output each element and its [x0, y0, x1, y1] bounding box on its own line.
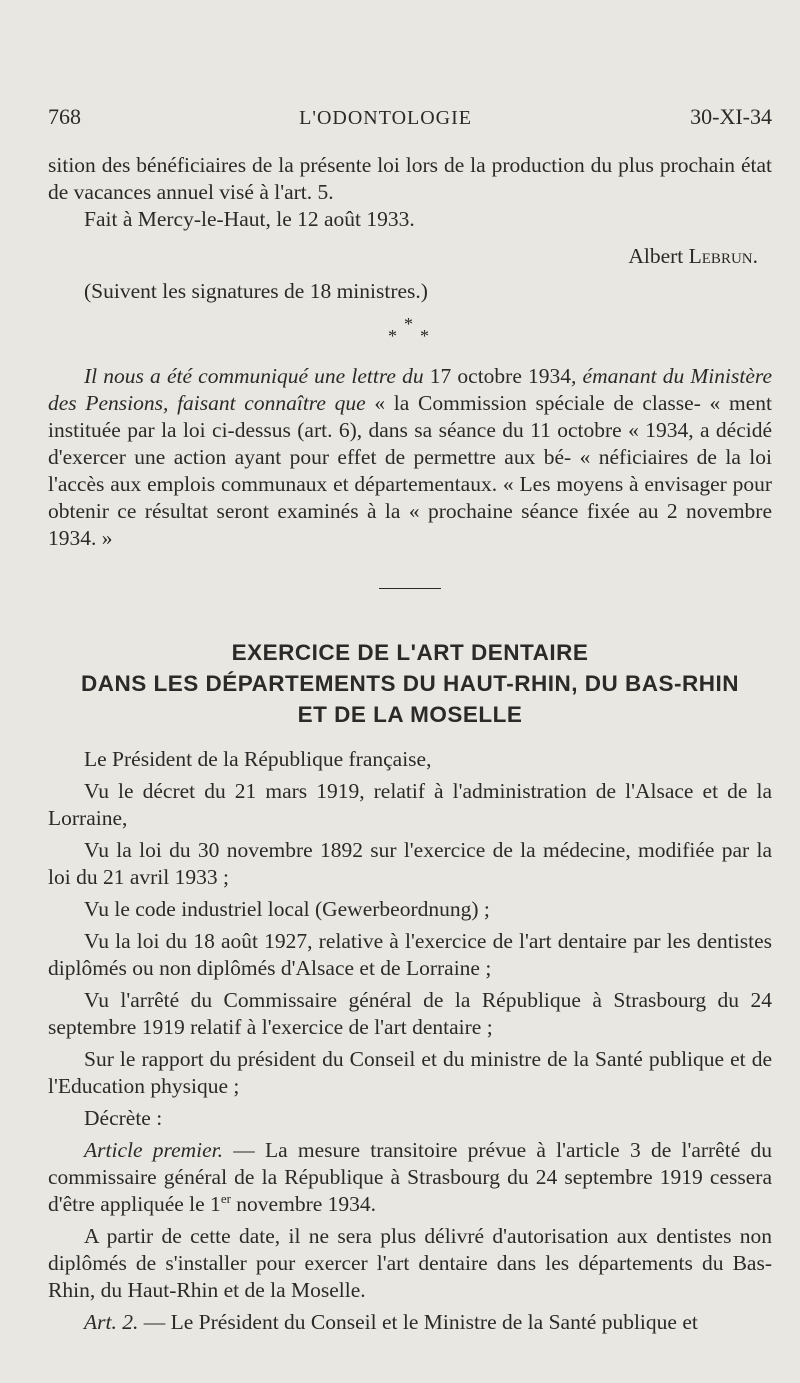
asterism-divider — [48, 311, 772, 353]
page-body — [48, 152, 772, 1336]
decree-vu-2: Vu la loi du 30 novembre 1892 sur l'exercice de la médecine, modifiée par la loi du 21 avril 1933 ; — [48, 838, 772, 889]
article-1-text: — La mesure transitoire prévue à l'article 3 de l'arrêté du commissaire général de la République à Strasbourg du 24 septembre 1919 cessera d'être appliquée le 1 — [48, 1138, 772, 1216]
ordinal-superscript: er — [220, 1190, 231, 1206]
section-rule — [379, 588, 441, 589]
issue-date: 30-XI-34 — [690, 104, 772, 129]
asterisk: * — [388, 326, 397, 346]
article-1 — [48, 1137, 772, 1218]
decree-president: Le Président de la République française, — [84, 747, 432, 771]
page-number: 768 — [48, 104, 81, 129]
section-heading — [48, 637, 772, 730]
heading-line-3: ET DE LA MOSELLE — [297, 702, 523, 727]
journal-title: L'ODONTOLOGIE — [299, 107, 472, 129]
decree-text — [48, 746, 772, 1336]
communique-intro-cont: , émanant du Ministère des Pensions, faisant connaître que — [48, 364, 773, 415]
communique-date: 17 octobre 1934 — [429, 364, 572, 388]
asterisk: * — [420, 326, 429, 346]
heading-line-2: DANS LES DÉPARTEMENTS DU HAUT-RHIN, DU BAS-RHIN — [80, 671, 740, 696]
signature-line — [48, 243, 772, 270]
decree-rapport: Sur le rapport du président du Conseil et du ministre de la Santé publique et de l'Education physique ; — [48, 1047, 772, 1098]
continuation-paragraph: sition des bénéficiaires de la présente loi lors de la production du plus prochain état de vacances annuel visé à l'art. 5. — [48, 153, 772, 204]
decree-vu-1: Vu le décret du 21 mars 1919, relatif à l'administration de l'Alsace et de la Lorraine, — [48, 779, 772, 830]
signature-last-name: Lebrun. — [688, 244, 758, 268]
asterisk: * — [404, 314, 413, 334]
running-head — [48, 104, 772, 130]
article-1-paragraph-2: A partir de cette date, il ne sera plus délivré d'autorisation aux dentistes non diplômés de s'installer pour exercer l'art dentaire dans les départements du Bas-Rhin, du Haut-Rhin et de la Moselle. — [48, 1224, 772, 1302]
article-1-text-end: novembre 1934. — [230, 1192, 377, 1216]
signatures-note: (Suivent les signatures de 18 ministres.) — [84, 279, 428, 303]
article-2 — [48, 1309, 772, 1336]
decree-decrete: Décrète : — [84, 1106, 163, 1130]
article-2-text: — Le Président du Conseil et le Ministre de la Santé publique et — [138, 1310, 698, 1334]
decree-vu-3: Vu le code industriel local (Gewerbeordnung) ; — [84, 897, 490, 921]
article-2-label: Art. 2. — [84, 1310, 139, 1334]
communique-intro: Il nous a été communiqué une lettre du — [84, 364, 430, 388]
place-date-line: Fait à Mercy-le-Haut, le 12 août 1933. — [84, 207, 415, 231]
communique-quote: « la Commission spéciale de classe- « ment instituée par la loi ci-dessus (art. 6), dans sa séance du 11 octobre « 1934, a décidé d'exercer une action ayant pour effet de permettre aux bé- « néficiaires de la loi l'accès aux emplois communaux et départementaux. « Les moyens à envisager pour obtenir ce résultat seront examinés à la « prochaine séance fixée au 2 novembre 1934. » — [48, 391, 772, 550]
heading-line-1: EXERCICE DE L'ART DENTAIRE — [231, 640, 589, 665]
signature-first-name: Albert — [628, 244, 689, 268]
communique-paragraph — [48, 363, 772, 552]
decree-vu-4: Vu la loi du 18 août 1927, relative à l'exercice de l'art dentaire par les dentistes diplômés ou non diplômés d'Alsace et de Lorraine ; — [48, 929, 772, 980]
article-1-label: Article premier. — [84, 1138, 224, 1162]
decree-vu-5: Vu l'arrêté du Commissaire général de la République à Strasbourg du 24 septembre 1919 relatif à l'exercice de l'art dentaire ; — [48, 988, 772, 1039]
